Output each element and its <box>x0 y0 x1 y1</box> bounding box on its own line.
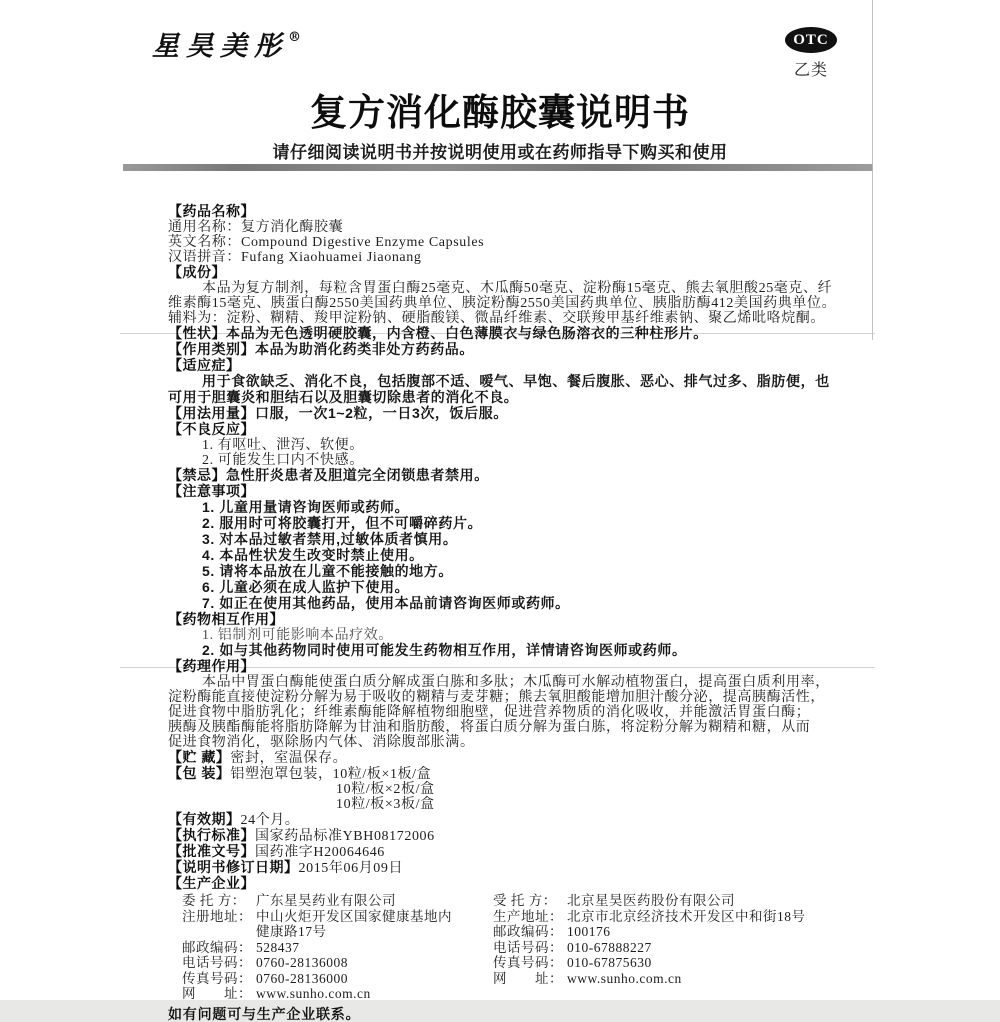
text-content: 通用名称：复方消化酶胶囊 <box>168 220 344 235</box>
otc-class-label: 乙类 <box>793 62 828 79</box>
text-line <box>168 390 880 406</box>
text-content: 辅料为：淀粉、糊精、羧甲淀粉钠、硬脂酸镁、微晶纤维素、交联羧甲基纤维素钠、聚乙烯吡咯烷酮。 <box>168 311 825 326</box>
company-row <box>168 940 880 956</box>
text-line <box>168 750 880 766</box>
text-content: 24个月。 <box>240 813 300 828</box>
company-left-label: 网 址： <box>182 986 252 1001</box>
text-line <box>168 735 880 750</box>
text-content: 3. 对本品过敏者禁用,过敏体质者慎用。 <box>202 531 458 547</box>
company-row <box>168 955 880 971</box>
text-line <box>168 342 880 358</box>
text-content: 促进食物中脂肪乳化；纤维素酶能降解植物细胞壁，促进营养物质的消化吸收，并能激活胃蛋白酶； <box>168 705 811 720</box>
text-content: 国药准字H20064646 <box>255 845 385 860</box>
page-subtitle: 请仔细阅读说明书并按说明使用或在药师指导下购买和使用 <box>272 143 728 162</box>
company-right-label: 电话号码： <box>493 939 563 955</box>
section-label: 【说明书修订日期】 <box>168 859 299 875</box>
text-line <box>168 844 880 860</box>
company-row <box>168 924 880 940</box>
otc-ellipse-icon <box>785 27 837 53</box>
text-line <box>168 220 880 235</box>
section-label: 【药理作用】 <box>168 658 255 674</box>
text-content: 维素酶15毫克、胰蛋白酶2550美国药典单位、胰淀粉酶2550美国药典单位、胰脂肪酶412美国药典单位。 <box>168 296 837 311</box>
otc-label: OTC <box>793 31 829 48</box>
text-content: 2015年06月09日 <box>298 861 404 876</box>
text-content: 本品为无色透明硬胶囊，内含橙、白色薄膜衣与绿色肠溶衣的三种柱形片。 <box>226 325 708 341</box>
text-line <box>168 705 880 720</box>
text-content: 汉语拼音：Fufang Xiaohuamei Jiaonang <box>168 250 422 265</box>
company-right-label: 受 托 方： <box>493 893 557 908</box>
text-content: 促进食物消化，驱除肠内气体、消除腹部胀满。 <box>168 735 475 750</box>
text-content: 可用于胆囊炎和胆结石以及胆囊切除患者的消化不良。 <box>168 389 519 405</box>
otc-badge <box>785 27 837 80</box>
text-content: 淀粉酶能直接使淀粉分解为易于吸收的糊精与麦芽糖；熊去氧胆酸能增加胆汁酸分泌，提高胰酶活性， <box>168 690 825 705</box>
company-left-value: 0760-28136008 <box>256 955 348 970</box>
section-header <box>168 265 880 281</box>
company-row <box>168 909 880 925</box>
text-content: 国家药品标准YBH08172006 <box>255 829 435 844</box>
text-line <box>168 828 880 844</box>
company-row <box>168 893 880 909</box>
text-line <box>168 468 880 484</box>
section-label: 【作用类别】 <box>168 341 255 357</box>
section-label: 【适应症】 <box>168 357 241 373</box>
text-line <box>168 596 880 612</box>
company-left-label: 邮政编码： <box>182 939 252 955</box>
text-line <box>168 516 880 532</box>
section-header <box>168 484 880 500</box>
leaflet-body <box>168 204 880 1022</box>
company-left-value: www.sunho.com.cn <box>256 986 371 1001</box>
text-line <box>168 532 880 548</box>
brand-logo <box>152 24 301 63</box>
text-content: 胰酶及胰酯酶能将脂肪降解为甘油和脂肪酸，将蛋白质分解为蛋白胨，将淀粉分解为糊精和糖，从而 <box>168 720 811 735</box>
company-right-label: 邮政编码： <box>493 924 563 939</box>
section-label: 【药物相互作用】 <box>168 611 284 627</box>
company-left-label: 注册地址： <box>182 908 252 924</box>
company-right-label: 传真号码： <box>493 955 563 970</box>
company-left-value: 0760-28136000 <box>256 970 348 986</box>
section-label: 【包 装】 <box>168 765 231 781</box>
text-content: 6. 儿童必须在成人监护下使用。 <box>202 579 410 595</box>
company-section <box>168 893 880 1002</box>
text-content: 英文名称：Compound Digestive Enzyme Capsules <box>168 235 485 250</box>
text-line <box>168 812 880 828</box>
section-label: 【注意事项】 <box>168 483 255 499</box>
text-content: 急性肝炎患者及胆道完全闭锁患者禁用。 <box>226 467 489 483</box>
text-line <box>168 720 880 735</box>
section-header <box>168 876 880 892</box>
company-right-value: 北京市北京经济技术开发区中和街18号 <box>567 908 806 924</box>
text-content: 7. 如正在使用其他药品，使用本品前请咨询医师或药师。 <box>202 595 570 611</box>
text-line <box>168 311 880 326</box>
text-content: 1. 有呕吐、泄泻、软便。 <box>202 438 364 453</box>
text-line <box>168 782 880 797</box>
text-line <box>168 500 880 516</box>
company-right-value: 010-67875630 <box>567 955 652 970</box>
section-label: 【有效期】 <box>168 811 241 827</box>
text-line <box>168 580 880 596</box>
section-label: 【用法用量】 <box>168 405 255 421</box>
section-label: 【不良反应】 <box>168 421 255 437</box>
text-content: 2. 可能发生口内不快感。 <box>202 453 364 468</box>
company-right-label: 网 址： <box>493 970 563 986</box>
section-header <box>168 659 880 675</box>
text-content: 10粒/板×2板/盒 <box>336 782 435 797</box>
text-line <box>168 675 880 690</box>
text-line <box>168 690 880 705</box>
company-right-value: 100176 <box>567 924 611 939</box>
text-line <box>168 250 880 265</box>
text-line <box>168 235 880 250</box>
section-header <box>168 422 880 438</box>
page-title: 复方消化酶胶囊说明书 <box>310 92 690 133</box>
text-content: 5. 请将本品放在儿童不能接触的地方。 <box>202 563 453 579</box>
text-line <box>168 564 880 580</box>
text-content: 铝塑泡罩包装，10粒/板×1板/盒 <box>230 767 432 782</box>
company-left-label: 电话号码： <box>182 955 252 970</box>
company-left-label: 委 托 方： <box>182 893 246 908</box>
company-row <box>168 986 880 1002</box>
text-line <box>168 797 880 812</box>
text-line <box>168 860 880 876</box>
section-label: 【成份】 <box>168 264 226 280</box>
brand-logo-text: 星昊美彤 <box>152 31 288 62</box>
text-line <box>168 374 880 390</box>
text-content: 用于食欲缺乏、消化不良，包括腹部不适、嗳气、早饱、餐后腹胀、恶心、排气过多、脂肪便，也 <box>202 373 830 389</box>
company-left-label <box>182 924 256 940</box>
company-right-value: 北京星昊医药股份有限公司 <box>567 893 735 908</box>
registered-trademark-icon: ® <box>288 30 301 45</box>
company-right-label: 生产地址： <box>493 908 563 924</box>
text-line <box>168 643 880 659</box>
section-label: 【生产企业】 <box>168 875 255 891</box>
text-line <box>168 406 880 422</box>
text-line <box>168 281 880 296</box>
section-label: 【执行标准】 <box>168 827 255 843</box>
text-content: 10粒/板×3板/盒 <box>336 797 435 812</box>
section-label: 【性状】 <box>168 325 226 341</box>
section-label: 【药品名称】 <box>168 203 255 219</box>
section-label: 【贮 藏】 <box>168 749 231 765</box>
header-divider-bar <box>123 164 873 171</box>
text-content: 本品为复方制剂，每粒含胃蛋白酶25毫克、木瓜酶50毫克、淀粉酶15毫克、熊去氧胆酸25毫克、纤 <box>202 281 833 296</box>
body-blocks <box>168 204 880 892</box>
text-line <box>168 548 880 564</box>
company-left-label: 传真号码： <box>182 970 252 986</box>
company-left-value: 528437 <box>256 939 300 955</box>
text-content: 密封，室温保存。 <box>230 751 348 766</box>
text-line <box>168 438 880 453</box>
text-content: 1. 铝制剂可能影响本品疗效。 <box>202 628 393 643</box>
text-content: 1. 儿童用量请咨询医师或药师。 <box>202 499 410 515</box>
text-content: 2. 服用时可将胶囊打开，但不可嚼碎药片。 <box>202 515 483 531</box>
company-right-value: 010-67888227 <box>567 939 652 955</box>
company-left-value: 中山火炬开发区国家健康基地内 <box>256 908 452 924</box>
text-content: 口服，一次1~2粒，一日3次，饭后服。 <box>255 405 508 421</box>
company-right-value: www.sunho.com.cn <box>567 970 682 986</box>
section-header <box>168 358 880 374</box>
text-line <box>168 296 880 311</box>
text-line <box>168 766 880 782</box>
company-right-label <box>493 986 567 1002</box>
section-header <box>168 612 880 628</box>
text-line <box>168 326 880 342</box>
text-content: 本品为助消化药类非处方药药品。 <box>255 341 474 357</box>
section-label: 【禁忌】 <box>168 467 226 483</box>
text-line <box>168 453 880 468</box>
text-content: 2. 如与其他药物同时使用可能发生药物相互作用，详情请咨询医师或药师。 <box>202 642 687 658</box>
section-label: 【批准文号】 <box>168 843 255 859</box>
company-row <box>168 971 880 987</box>
text-content: 本品中胃蛋白酶能使蛋白质分解成蛋白胨和多肽；木瓜酶可水解动植物蛋白，提高蛋白质利用率， <box>202 675 830 690</box>
company-left-value: 健康路17号 <box>256 924 327 939</box>
footer-note: 如有问题可与生产企业联系。 <box>168 1005 361 1022</box>
text-line <box>168 628 880 643</box>
text-content: 4. 本品性状发生改变时禁止使用。 <box>202 547 424 563</box>
section-header <box>168 204 880 220</box>
company-left-value: 广东星昊药业有限公司 <box>256 893 396 908</box>
